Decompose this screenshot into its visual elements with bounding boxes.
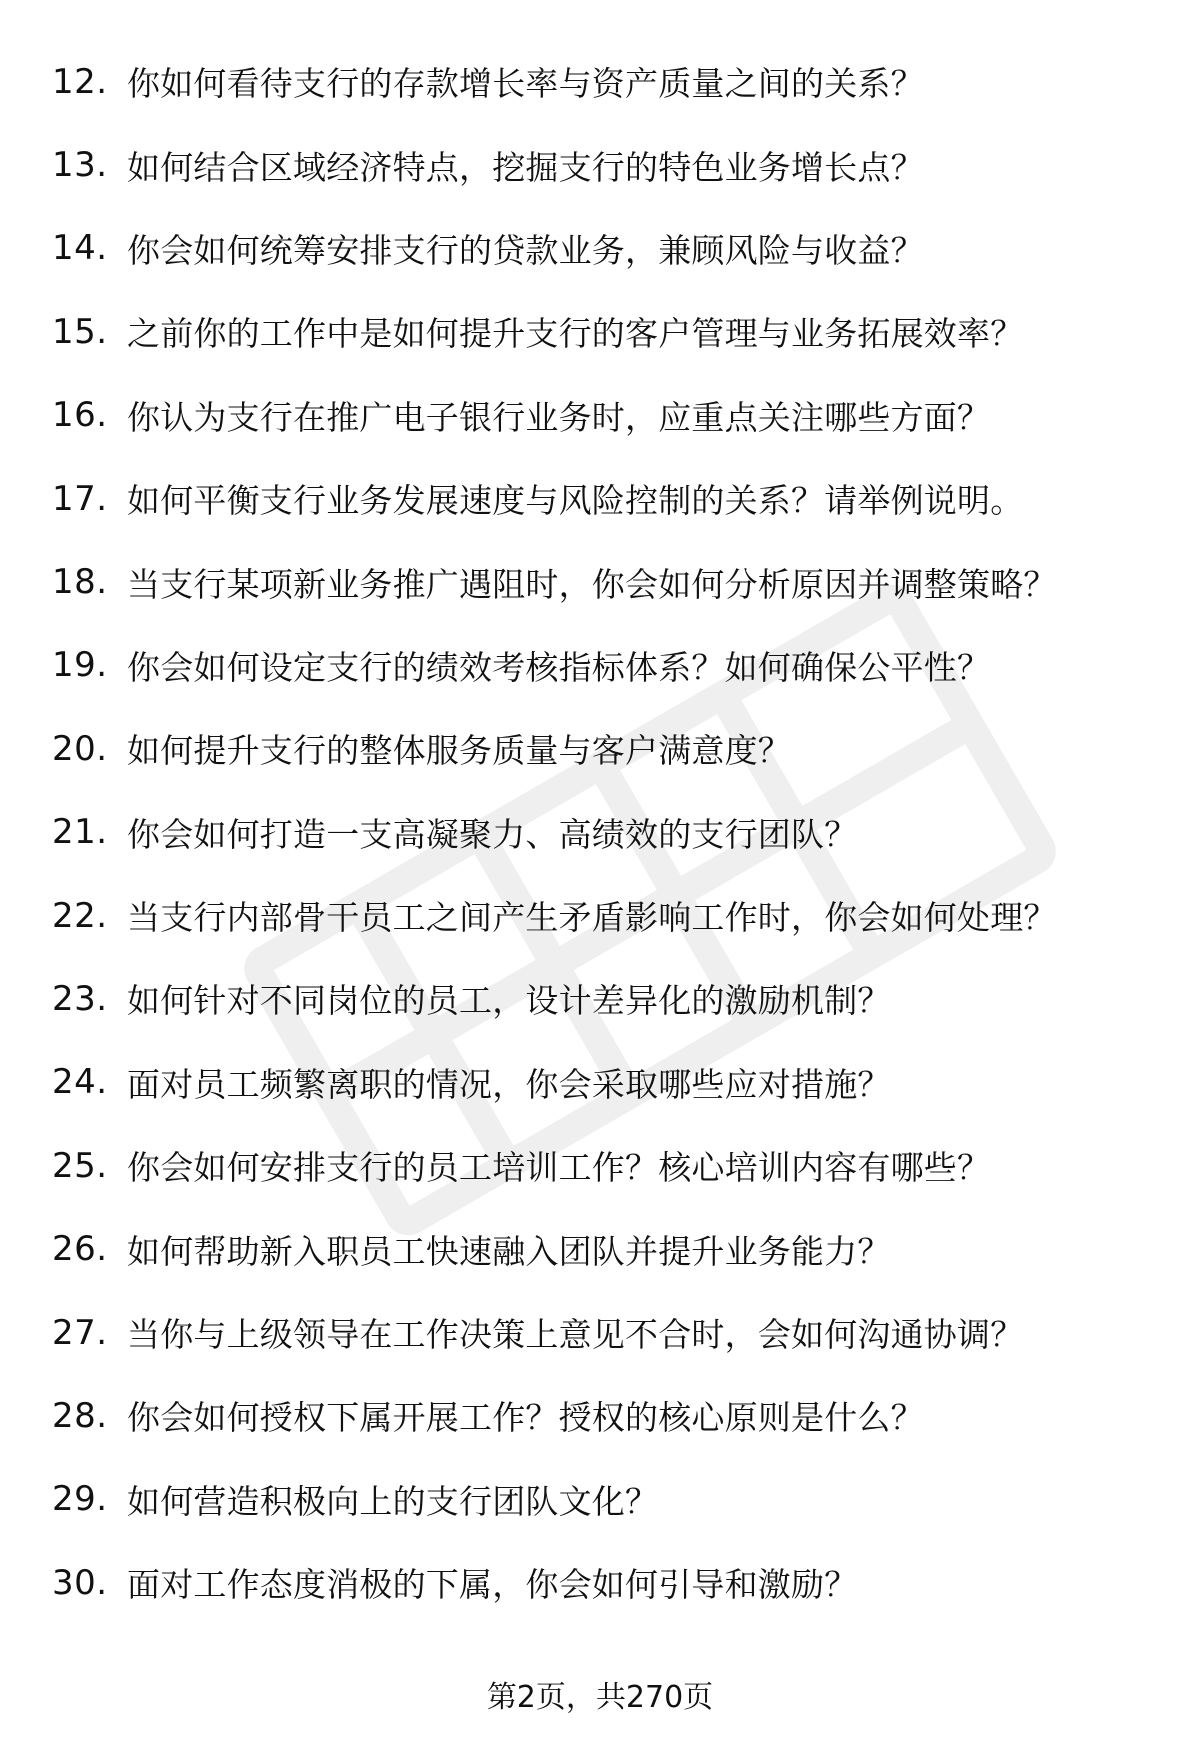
question-text: 之前你的工作中是如何提升支行的客户管理与业务拓展效率？ <box>127 314 1024 354</box>
question-text: 你会如何授权下属开展工作？授权的核心原则是什么？ <box>127 1398 924 1438</box>
question-text: 你会如何统筹安排支行的贷款业务，兼顾风险与收益？ <box>127 230 924 270</box>
question-text: 当支行内部骨干员工之间产生矛盾影响工作时，你会如何处理？ <box>127 898 1057 938</box>
question-number: 13. <box>52 145 108 186</box>
question-text: 如何针对不同岗位的员工，设计差异化的激励机制？ <box>127 981 891 1021</box>
question-list <box>0 40 1200 1624</box>
question-number: 21. <box>52 812 108 853</box>
question-number: 24. <box>52 1062 108 1103</box>
question-item <box>0 1291 1200 1374</box>
question-item <box>0 874 1200 957</box>
question-text: 面对工作态度消极的下属，你会如何引导和激励？ <box>127 1565 858 1605</box>
question-text: 如何帮助新入职员工快速融入团队并提升业务能力？ <box>127 1231 891 1271</box>
question-item <box>0 1374 1200 1457</box>
question-item <box>0 1041 1200 1124</box>
question-item <box>0 123 1200 206</box>
question-item <box>0 707 1200 790</box>
question-number: 30. <box>52 1562 108 1603</box>
question-item <box>0 791 1200 874</box>
question-item <box>0 207 1200 290</box>
question-number: 17. <box>52 478 108 519</box>
question-text: 如何结合区域经济特点，挖掘支行的特色业务增长点？ <box>127 147 924 187</box>
question-item <box>0 290 1200 373</box>
question-text: 你如何看待支行的存款增长率与资产质量之间的关系？ <box>127 64 924 104</box>
question-text: 面对员工频繁离职的情况，你会采取哪些应对措施？ <box>127 1064 891 1104</box>
question-item <box>0 624 1200 707</box>
question-number: 19. <box>52 645 108 686</box>
question-number: 28. <box>52 1395 108 1436</box>
question-item <box>0 1124 1200 1207</box>
question-item <box>0 957 1200 1040</box>
question-text: 你认为支行在推广电子银行业务时，应重点关注哪些方面？ <box>127 397 991 437</box>
question-number: 22. <box>52 895 108 936</box>
question-item <box>0 374 1200 457</box>
question-number: 15. <box>52 311 108 352</box>
question-number: 20. <box>52 728 108 769</box>
question-item <box>0 457 1200 540</box>
question-text: 你会如何设定支行的绩效考核指标体系？如何确保公平性？ <box>127 647 991 687</box>
page-footer: 第2页，共270页 <box>486 1680 714 1715</box>
question-text: 当你与上级领导在工作决策上意见不合时，会如何沟通协调？ <box>127 1315 1024 1355</box>
question-number: 25. <box>52 1145 108 1186</box>
question-number: 23. <box>52 978 108 1019</box>
question-number: 16. <box>52 395 108 436</box>
question-number: 18. <box>52 562 108 603</box>
question-item <box>0 40 1200 123</box>
question-text: 如何营造积极向上的支行团队文化？ <box>127 1481 659 1521</box>
question-text: 你会如何打造一支高凝聚力、高绩效的支行团队？ <box>127 814 858 854</box>
question-number: 26. <box>52 1229 108 1270</box>
question-item <box>0 540 1200 623</box>
question-number: 27. <box>52 1312 108 1353</box>
question-text: 如何平衡支行业务发展速度与风险控制的关系？请举例说明。 <box>127 481 1024 521</box>
question-item <box>0 1541 1200 1624</box>
question-number: 29. <box>52 1479 108 1520</box>
question-number: 14. <box>52 228 108 269</box>
question-text: 当支行某项新业务推广遇阻时，你会如何分析原因并调整策略？ <box>127 564 1057 604</box>
question-item <box>0 1458 1200 1541</box>
question-text: 如何提升支行的整体服务质量与客户满意度？ <box>127 731 791 771</box>
question-number: 12. <box>52 61 108 102</box>
question-text: 你会如何安排支行的员工培训工作？核心培训内容有哪些？ <box>127 1148 991 1188</box>
question-item <box>0 1207 1200 1290</box>
